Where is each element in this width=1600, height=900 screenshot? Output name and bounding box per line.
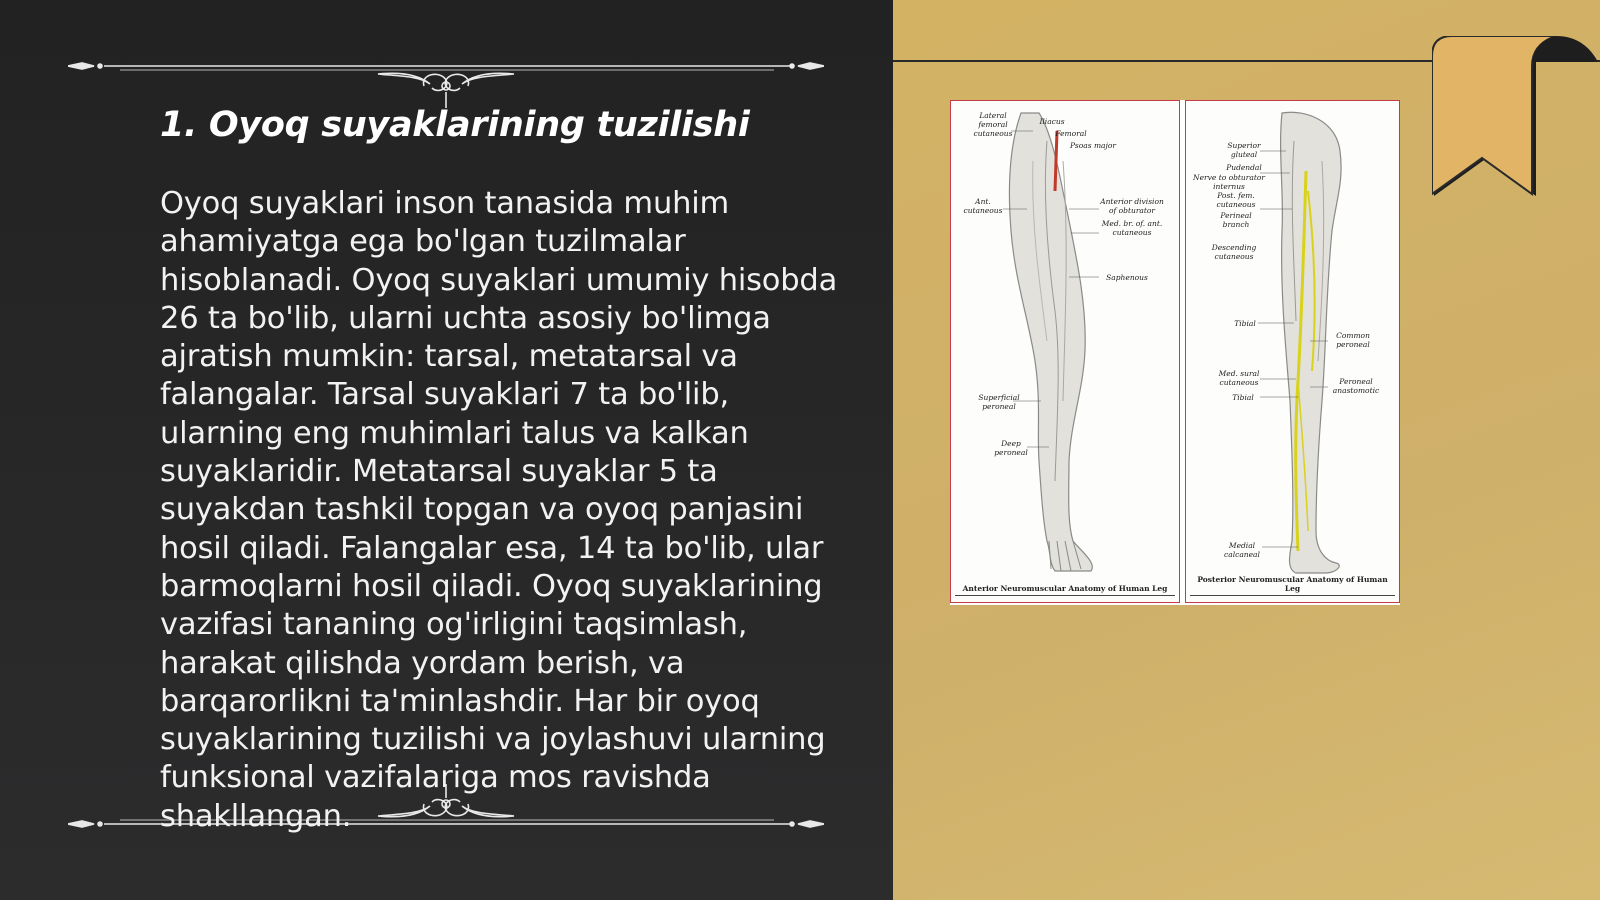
label-common-peroneal: Common peroneal (1336, 331, 1370, 349)
label-femoral: Femoral (1055, 129, 1087, 138)
label-anterior-division: Anterior division of obturator (1100, 197, 1164, 215)
ornament-top-flourish (68, 52, 824, 112)
anterior-leg-plate (950, 100, 1180, 603)
label-iliacus: Iliacus (1039, 117, 1065, 126)
label-pudendal: Pudendal (1226, 163, 1262, 172)
label-deep-peroneal: Deep peroneal (994, 439, 1028, 457)
anterior-caption: Anterior Neuromuscular Anatomy of Human Leg (955, 584, 1175, 596)
label-descending: Descending cutaneous (1211, 243, 1257, 261)
label-saphenous: Saphenous (1106, 273, 1148, 282)
label-tibial-lower: Tibial (1232, 393, 1254, 402)
label-tibial: Tibial (1234, 319, 1256, 328)
label-medial-calcaneal: Medial calcaneal (1224, 541, 1260, 559)
slide-body-text: Oyoq suyaklari inson tanasida muhim ahamiyatga ega bo'lgan tuzilmalar hisoblanadi. Oyoq suyaklari umumiy hisobda 26 ta bo'lib, ularni uchta asosiy bo'limga ajratish mumkin: tarsal, metatarsal va falangalar. Tarsal suyaklari 7 ta bo'lib, ularning eng muhimlari talus va kalkan suyaklaridir. Metatarsal suyaklar 5 ta suyakdan tashkil topgan va oyoq panjasini hosil qiladi. Falangalar esa, 14 ta bo'lib, ular barmoqlarni hosil qiladi. Oyoq suyaklarining vazifasi tananing og'irligini taqsimlash, harakat qilishda yordam berish, va barqarorlikni ta'minlashdir. Har bir oyoq suyaklarining tuzilishi va joylashuvi ularning funksional vazifalariga mos ravishda shakllangan. (160, 186, 838, 834)
leg-anatomy-figure (950, 100, 1400, 605)
label-superior-gluteal: Superior gluteal (1227, 141, 1261, 159)
label-med-br: Med. br. of. ant. cutaneous (1101, 219, 1163, 237)
posterior-leg-plate (1185, 100, 1400, 603)
label-psoas-major: Psoas major (1070, 141, 1116, 150)
label-med-sural: Med. sural cutaneous (1218, 369, 1260, 387)
bookmark-ribbon-icon (1432, 36, 1600, 201)
label-post-fem: Post. fem. cutaneous (1216, 191, 1256, 209)
label-nerve-obturator: Nerve to obturator internus (1193, 173, 1265, 191)
label-peroneal-anastomotic: Peroneal anastomotic (1332, 377, 1380, 395)
label-ant-cutaneous: Ant. cutaneous (963, 197, 1003, 215)
label-lateral-femoral: Lateral femoral cutaneous (973, 111, 1013, 138)
slide-title: 1. Oyoq suyaklarining tuzilishi (160, 105, 750, 145)
anterior-leg-drawing (951, 101, 1181, 604)
posterior-caption: Posterior Neuromuscular Anatomy of Human Leg (1190, 575, 1395, 596)
label-perineal: Perineal branch (1220, 211, 1252, 229)
label-superficial-peroneal: Superficial peroneal (978, 393, 1020, 411)
